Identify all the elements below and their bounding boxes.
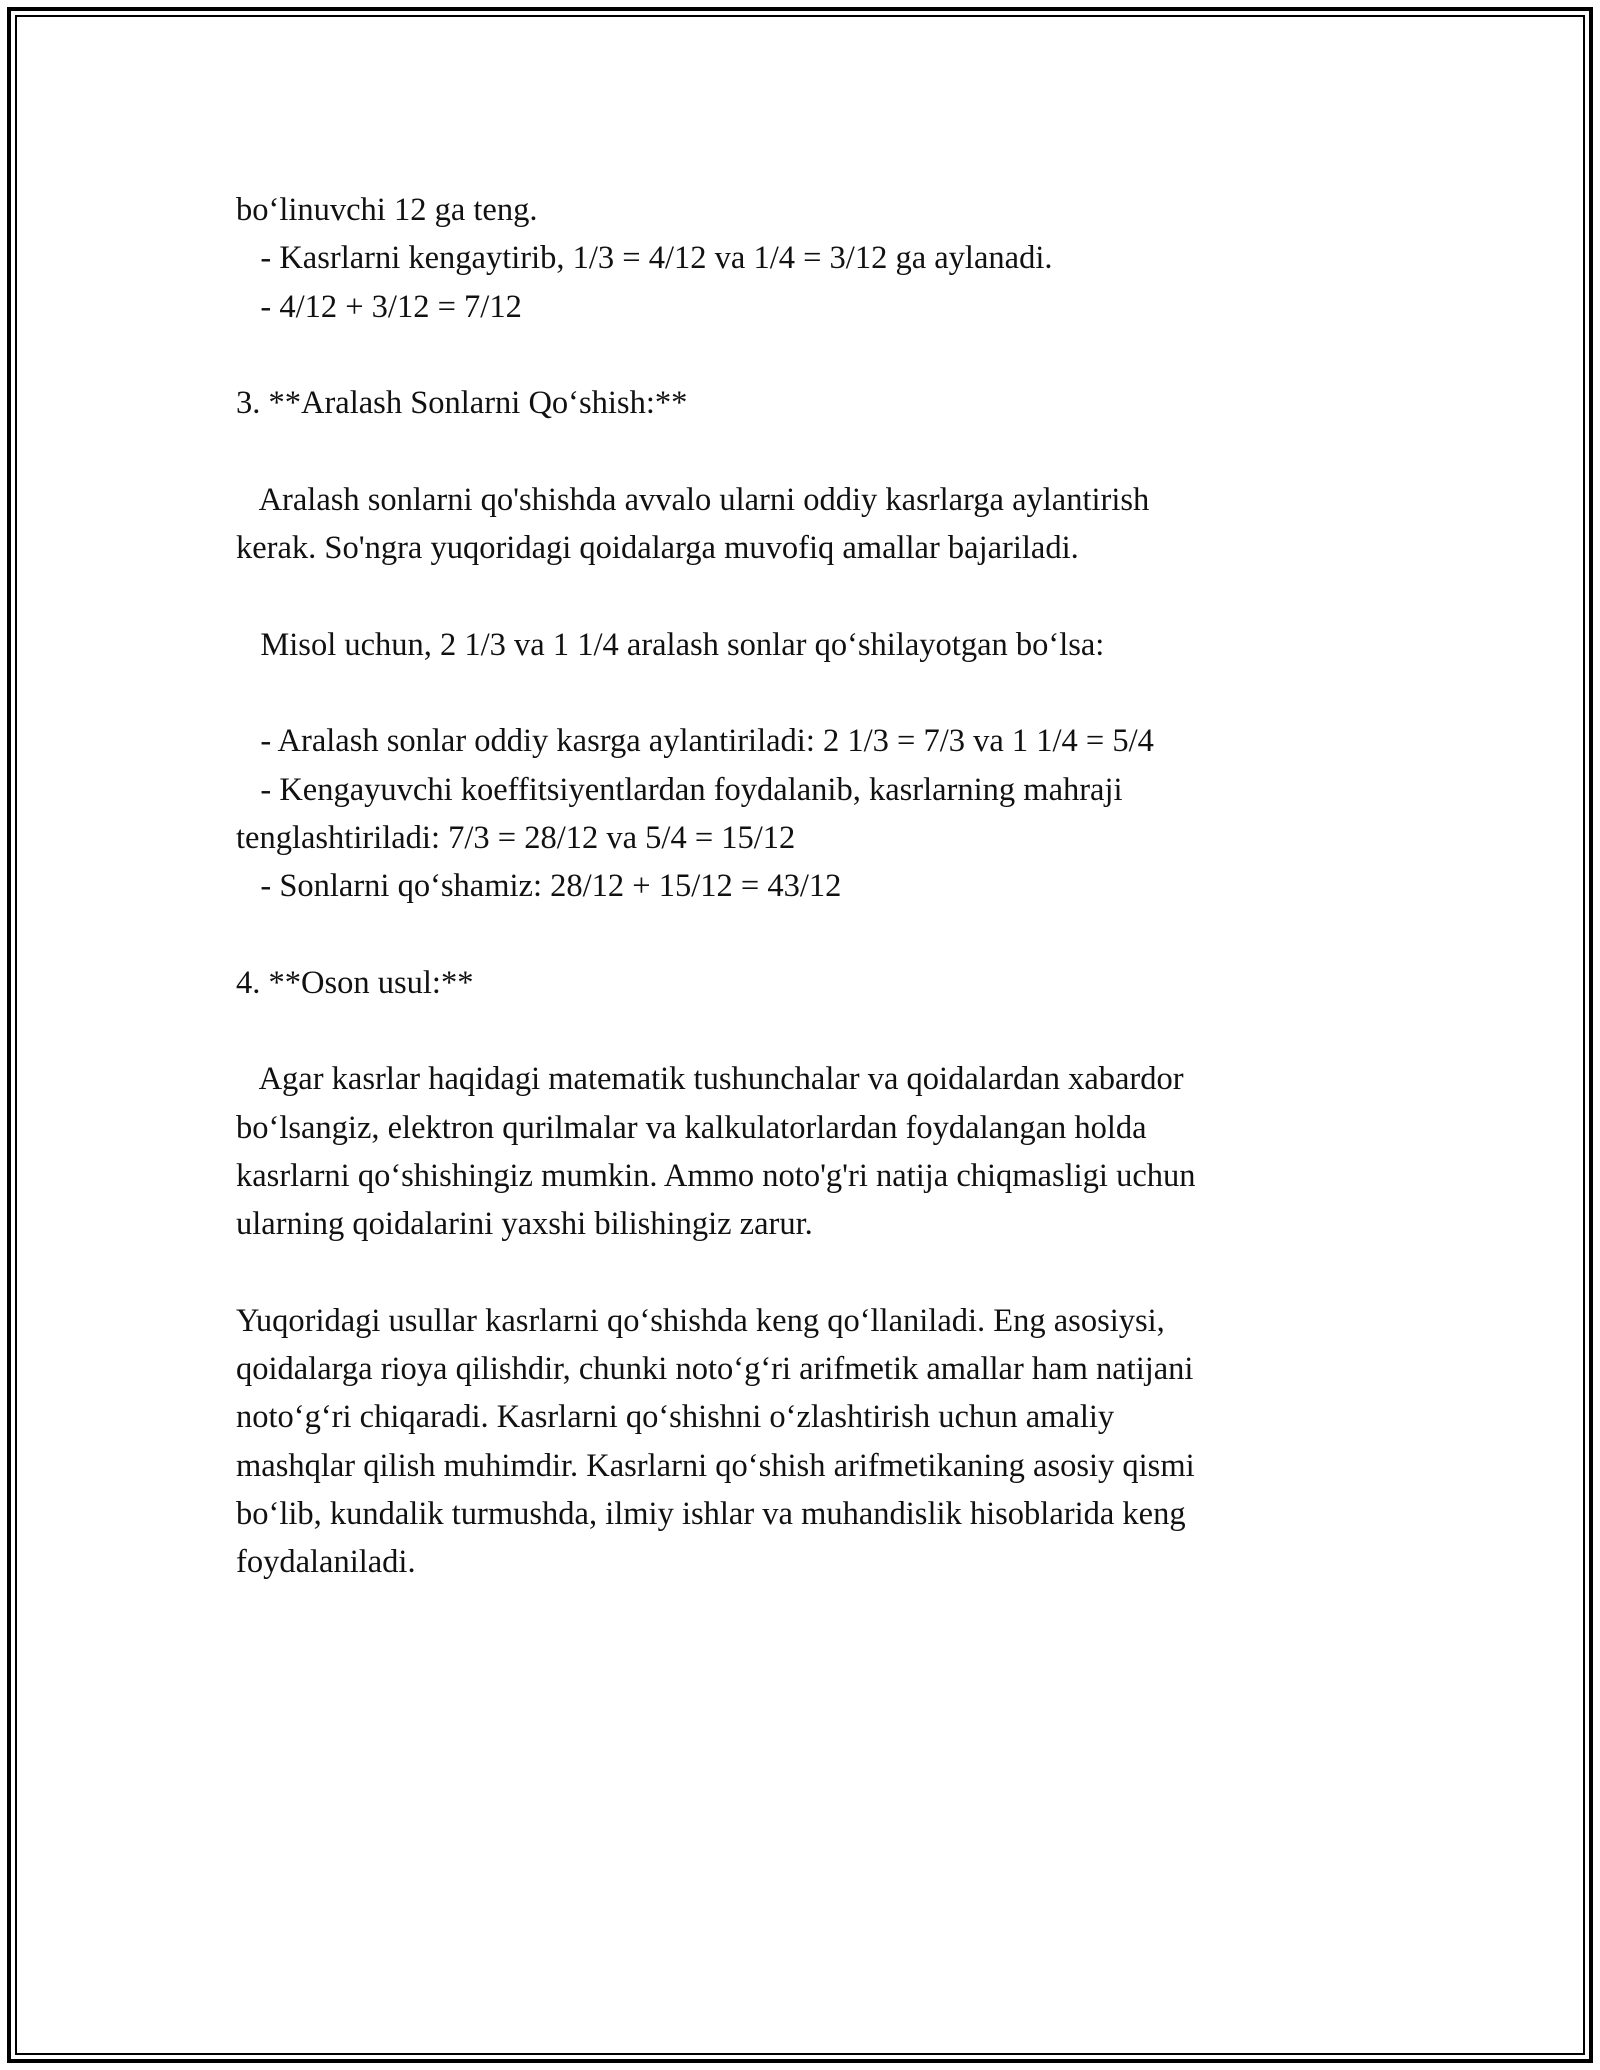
text-line: tenglashtiriladi: 7/3 = 28/12 va 5/4 = 15/12 [236, 819, 796, 856]
blank-line [236, 669, 1366, 717]
text-line: Aralash sonlarni qo'shishda avvalo ularni oddiy kasrlarga aylantirish [236, 481, 1150, 518]
document-body [236, 186, 1366, 1587]
text-line: - Kengayuvchi koeffitsiyentlardan foydalanib, kasrlarning mahraji [236, 771, 1123, 808]
text-line: bo‘linuvchi 12 ga teng. [236, 192, 538, 228]
blank-line [236, 331, 1366, 379]
text-line: bo‘lsangiz, elektron qurilmalar va kalkulatorlardan foydalangan holda [236, 1109, 1147, 1146]
blank-line [236, 572, 1366, 620]
blank-line [236, 910, 1366, 958]
blank-line [236, 1249, 1366, 1297]
text-line: Agar kasrlar haqidagi matematik tushunchalar va qoidalardan xabardor [236, 1061, 1184, 1098]
text-line: - 4/12 + 3/12 = 7/12 [236, 288, 522, 325]
blank-line [236, 1007, 1366, 1055]
text-line: foydalaniladi. [236, 1544, 416, 1581]
text-line: bo‘lib, kundalik turmushda, ilmiy ishlar va muhandislik hisoblarida keng [236, 1496, 1186, 1533]
section-heading: 4. **Oson usul:** [236, 964, 474, 1001]
text-line: noto‘g‘ri chiqaradi. Kasrlarni qo‘shishni o‘zlashtirish uchun amaliy [236, 1399, 1115, 1436]
text-line: Yuqoridagi usullar kasrlarni qo‘shishda keng qo‘llaniladi. Eng asosiysi, [236, 1302, 1165, 1339]
blank-line [236, 427, 1366, 475]
text-line: - Sonlarni qo‘shamiz: 28/12 + 15/12 = 43/12 [236, 868, 842, 905]
section-heading: 3. **Aralash Sonlarni Qo‘shish:** [236, 385, 688, 422]
text-line: ularning qoidalarini yaxshi bilishingiz zarur. [236, 1206, 813, 1243]
text-line: kerak. So'ngra yuqoridagi qoidalarga muvofiq amallar bajariladi. [236, 530, 1079, 567]
text-line: - Aralash sonlar oddiy kasrga aylantiriladi: 2 1/3 = 7/3 va 1 1/4 = 5/4 [236, 723, 1154, 760]
text-line: - Kasrlarni kengaytirib, 1/3 = 4/12 va 1/4 = 3/12 ga aylanadi. [236, 240, 1053, 277]
text-line: mashqlar qilish muhimdir. Kasrlarni qo‘shish arifmetikaning asosiy qismi [236, 1447, 1195, 1484]
text-line: qoidalarga rioya qilishdir, chunki noto‘g‘ri arifmetik amallar ham natijani [236, 1351, 1194, 1388]
text-line: Misol uchun, 2 1/3 va 1 1/4 aralash sonlar qo‘shilayotgan bo‘lsa: [236, 626, 1105, 663]
text-line: kasrlarni qo‘shishingiz mumkin. Ammo noto'g'ri natija chiqmasligi uchun [236, 1157, 1196, 1194]
